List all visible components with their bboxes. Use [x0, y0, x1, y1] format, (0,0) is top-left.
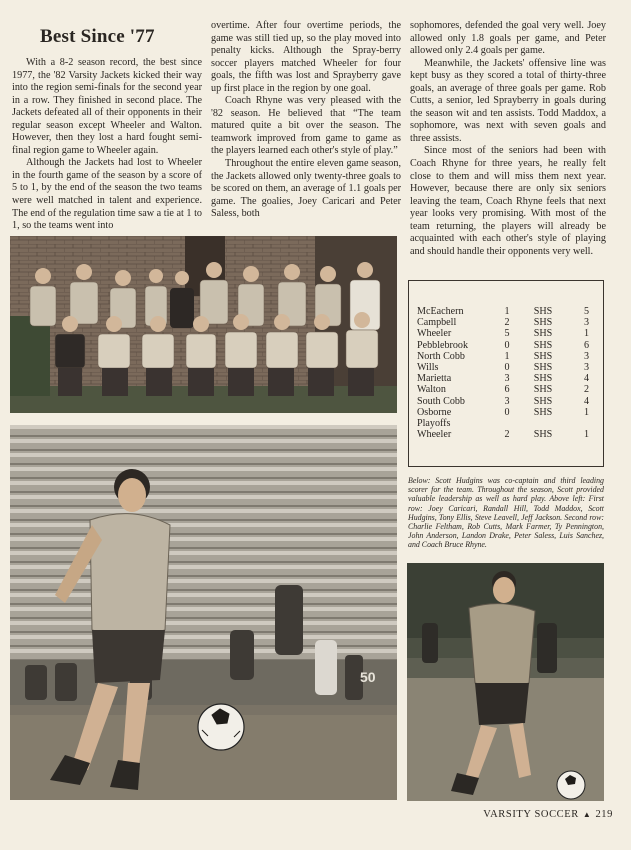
section-name: VARSITY SOCCER: [483, 809, 579, 820]
school-name: SHS: [533, 306, 553, 317]
jersey-number: 50: [360, 669, 376, 685]
opponent-score: [497, 418, 517, 429]
school-score: 3: [583, 362, 589, 374]
opponent-name: Pebblebrook: [417, 339, 469, 351]
page-footer: [483, 809, 613, 820]
score-row: [417, 407, 589, 418]
school-name: SHS: [533, 395, 553, 407]
school-name: SHS: [533, 317, 553, 329]
school-name: SHS: [533, 350, 553, 362]
page-number: 219: [595, 809, 613, 820]
score-row: [417, 373, 589, 384]
opponent-name: Campbell: [417, 317, 457, 329]
opponent-score: 2: [504, 429, 510, 441]
opponent-name: Playoffs: [417, 418, 451, 430]
action-photo-right: [407, 563, 604, 801]
team-photo: [10, 236, 397, 413]
paragraph: sophomores, defended the goal very well. Joey allowed only 1.8 goals per game, and Peter allowed only 2.4 goals per game.: [410, 20, 606, 57]
school-score: 1: [583, 406, 589, 418]
paragraph: Although the Jackets had lost to Wheeler in the fourth game of the season by a score of 5 to 1, by the end of the season the two teams were well matched in talent and experience. The end of the regulation time saw a tie at 1 to 1, so the teams went into: [12, 157, 202, 232]
opponent-score: 0: [504, 339, 510, 351]
score-row: [417, 306, 589, 317]
school-score: [569, 418, 589, 429]
opponent-name: North Cobb: [417, 350, 465, 362]
paragraph: Since most of the seniors had been with Coach Rhyne for three years, he really felt close to them and will miss them next year. However, because there are only six seniors leaving the team, Coach Rhyne feels that next year looks very promising. With most of the team returning, the players will already be acquainted with each other's style of playing and should handle their opponents very well.: [410, 145, 606, 257]
season-scoreboard: [408, 280, 604, 467]
school-score: 3: [583, 350, 589, 362]
triangle-icon: ▲: [582, 810, 592, 819]
opponent-score: 3: [504, 373, 510, 385]
paragraph: overtime. After four overtime periods, the game was still tied up, so the play moved into penalty kicks. Although the Spray-berry soccer players matched Wheeler for four goals, the fifth was lost and Sprayberry gave up first place in the region by one goal.: [211, 20, 401, 94]
school-name: SHS: [533, 429, 553, 441]
score-row: [417, 317, 589, 328]
opponent-score: 6: [504, 384, 510, 396]
opponent-score: 1: [504, 350, 510, 362]
score-row: [417, 328, 589, 339]
article-column-2: [211, 20, 401, 221]
opponent-name: Wheeler: [417, 429, 452, 441]
school-score: 3: [583, 317, 589, 329]
school-name: [517, 418, 569, 429]
score-row: [417, 340, 589, 351]
action-photo-left-image: [10, 425, 397, 800]
school-score: 1: [583, 328, 589, 340]
opponent-name: Wheeler: [417, 328, 452, 340]
score-row: [417, 384, 589, 395]
opponent-name: Walton: [417, 384, 446, 396]
school-name: SHS: [533, 339, 553, 351]
photo-caption: Below: Scott Hudgins was co-captain and third leading scorer for the team. Throughout the season, Scott provided valuable leadership as well as hard play. Above left: First row: Joey Caricari, Randall Hill, Todd Maddox, Scott Hudgins, Tony Ellis, Steve Leavell, Jeff Jackson. Second row: Charlie Feltham, Rob Cutts, Mark Farmer, Ty Pennington, John Anderson, Landon Drake, Peter Saless, Luis Sanchez, and Coach Bruce Rhyne.: [408, 476, 604, 550]
action-photo-right-image: [407, 563, 604, 801]
opponent-name: South Cobb: [417, 395, 465, 407]
paragraph: Throughout the entire eleven game season, the Jackets allowed only twenty-three goals to be scored on them, an average of 1.1 goals per game. The goalies, Joey Caricari and Peter Saless, both: [211, 158, 401, 220]
opponent-score: 0: [504, 362, 510, 374]
paragraph: Coach Rhyne was very pleased with the '82 season. He believed that “The team matured quite a bit over the season. The teamwork improved from game to game as the players learned each other's style of play.”: [211, 95, 401, 157]
score-row: [417, 351, 589, 362]
score-row: [417, 429, 589, 440]
article-title: Best Since '77: [40, 26, 155, 47]
action-photo-left: [10, 425, 397, 800]
opponent-score: 0: [504, 406, 510, 418]
school-name: SHS: [533, 384, 553, 396]
paragraph: With a 8-2 season record, the best since 1977, the '82 Varsity Jackets kicked their way into the region semi-finals for the second year in a row. They finished in second place. The Jackets defeated all of their opponents in their regular season except Wheeler and Walton. However, then they lost a hard fought semi-final region game to Wheeler again.: [12, 57, 202, 156]
school-name: SHS: [533, 373, 553, 385]
team-photo-image: [10, 236, 397, 413]
school-score: 4: [583, 373, 589, 385]
opponent-score: 5: [504, 328, 510, 340]
score-row: [417, 396, 589, 407]
school-score: 4: [583, 395, 589, 407]
paragraph: Meanwhile, the Jackets' offensive line was kept busy as they scored a total of thirty-three goals, an average of three goals per game. Rob Cutts, a senior, led Sprayberry in goals during the season wit and ten assists. Todd Maddox, a sophomore, was next with seven goals and three assists.: [410, 57, 606, 144]
school-score: 2: [583, 384, 589, 396]
score-row: [417, 418, 589, 429]
article-column-3: [410, 20, 606, 258]
school-name: SHS: [533, 406, 553, 418]
score-table: [417, 306, 589, 440]
score-row: [417, 362, 589, 373]
article-column-1: [12, 57, 202, 233]
opponent-name: Marietta: [417, 373, 452, 385]
school-score: 5: [583, 306, 589, 317]
opponent-name: McEachern: [417, 306, 464, 317]
opponent-name: Wills: [417, 362, 439, 374]
school-name: SHS: [533, 362, 553, 374]
opponent-name: Osborne: [417, 406, 452, 418]
opponent-score: 3: [504, 395, 510, 407]
school-score: 1: [583, 429, 589, 441]
opponent-score: 2: [504, 317, 510, 329]
school-score: 6: [583, 339, 589, 351]
school-name: SHS: [533, 328, 553, 340]
opponent-score: 1: [504, 306, 510, 317]
